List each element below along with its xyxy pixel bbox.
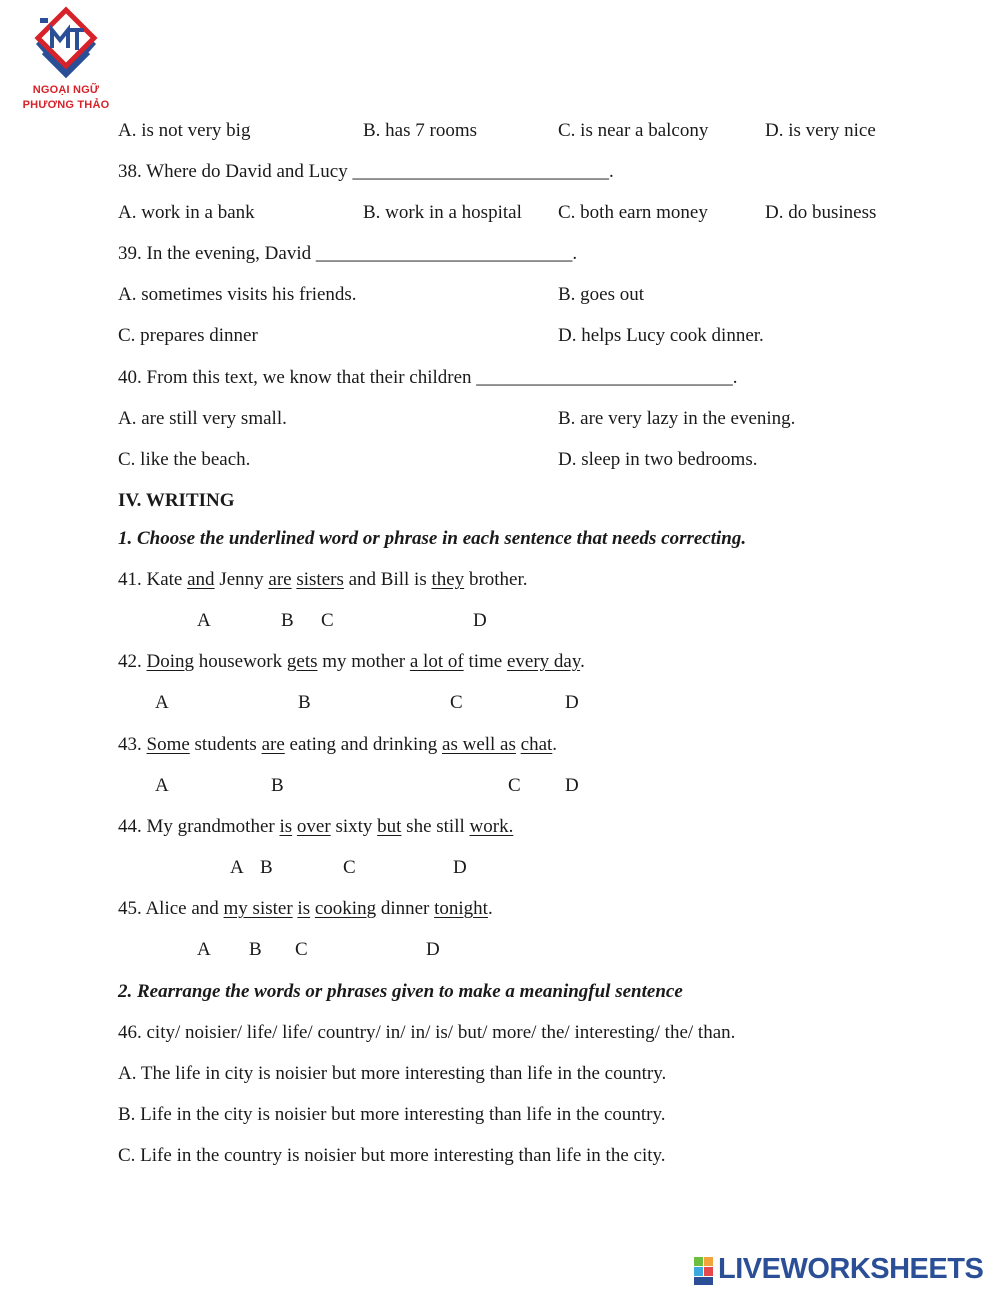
q42-underlined-b[interactable]: gets — [286, 651, 318, 672]
q43-label-a: A — [155, 775, 169, 796]
q44-label-b: B — [260, 857, 273, 878]
q44-label-c: C — [343, 857, 356, 878]
q44-text: she still — [401, 816, 470, 837]
q42-label-d: D — [565, 692, 579, 713]
q45-label-c: C — [295, 939, 308, 960]
q43-label-b: B — [271, 775, 284, 796]
q40-option-a: A. are still very small. — [118, 408, 287, 429]
q40-option-c: C. like the beach. — [118, 449, 251, 470]
q43-underlined-a[interactable]: Some — [146, 734, 190, 755]
q39-option-c: C. prepares dinner — [118, 325, 258, 346]
q42-label-a: A — [155, 692, 169, 713]
liveworksheets-badge-icon — [693, 1256, 715, 1286]
q42-label-b: B — [298, 692, 311, 713]
q43-text: . — [552, 734, 558, 755]
q41-underlined-d[interactable]: they — [431, 569, 465, 590]
logo-text-line1: NGOẠI NGỮ — [32, 84, 100, 96]
q44-text: 44. My grandmother — [118, 816, 280, 837]
q44-label-d: D — [453, 857, 467, 878]
q46-option-b: B. Life in the city is noisier but more interesting than life in the country. — [118, 1104, 666, 1125]
q43-sentence — [118, 734, 557, 756]
q44-label-a: A — [230, 857, 244, 878]
q38-option-c: C. both earn money — [558, 202, 708, 223]
liveworksheets-logo — [693, 1253, 993, 1287]
q38-option-b: B. work in a hospital — [363, 202, 522, 223]
q44-underlined-c[interactable]: but — [377, 816, 402, 837]
logo-text-line2: PHƯƠNG THẢO — [22, 99, 110, 111]
q45-text: dinner — [376, 898, 435, 919]
q41-label-c: C — [321, 610, 334, 631]
q37-option-d: D. is very nice — [765, 120, 876, 141]
q45-label-a: A — [197, 939, 211, 960]
q41-text: Jenny — [214, 569, 269, 590]
q43-label-c: C — [508, 775, 521, 796]
q43-text: eating and drinking — [284, 734, 443, 755]
q41-text: brother. — [464, 569, 528, 590]
q41-sentence — [118, 569, 528, 591]
school-logo — [14, 6, 118, 118]
instruction-part1: 1. Choose the underlined word or phrase in each sentence that needs correcting. — [118, 528, 747, 549]
q40-option-b: B. are very lazy in the evening. — [558, 408, 796, 429]
q44-underlined-b[interactable]: over — [296, 816, 331, 837]
q42-sentence — [118, 651, 585, 673]
q41-label-a: A — [197, 610, 211, 631]
instruction-part2: 2. Rearrange the words or phrases given to make a meaningful sentence — [118, 981, 683, 1002]
q38-option-d: D. do business — [765, 202, 877, 223]
q45-label-d: D — [426, 939, 440, 960]
q42-underlined-c[interactable]: a lot of — [409, 651, 464, 672]
q43-underlined-c[interactable]: as well as — [442, 734, 516, 755]
logo-emblem-icon — [14, 6, 118, 86]
q45-underlined-a[interactable]: my sister — [223, 898, 293, 919]
q44-sentence — [118, 816, 513, 838]
q41-label-b: B — [281, 610, 294, 631]
q37-option-a: A. is not very big — [118, 120, 251, 141]
q39-stem: 39. In the evening, David ___________________________. — [118, 243, 578, 264]
q45-text: . — [487, 898, 493, 919]
q43-underlined-b[interactable]: are — [261, 734, 285, 755]
q42-text: 42. — [118, 651, 147, 672]
q39-option-b: B. goes out — [558, 284, 645, 305]
q41-underlined-a[interactable]: and — [187, 569, 215, 590]
q39-option-a: A. sometimes visits his friends. — [118, 284, 357, 305]
q41-label-d: D — [473, 610, 487, 631]
q42-underlined-a[interactable]: Doing — [146, 651, 194, 672]
q45-sentence — [118, 898, 493, 920]
q46-option-c: C. Life in the country is noisier but more interesting than life in the city. — [118, 1145, 666, 1166]
q42-label-c: C — [450, 692, 463, 713]
q38-stem: 38. Where do David and Lucy ___________________________. — [118, 161, 614, 182]
q37-option-c: C. is near a balcony — [558, 120, 709, 141]
q41-underlined-b[interactable]: are — [268, 569, 292, 590]
q42-text: my mother — [317, 651, 410, 672]
q43-text: 43. — [118, 734, 147, 755]
q43-underlined-d[interactable]: chat — [520, 734, 553, 755]
q45-label-b: B — [249, 939, 262, 960]
q42-text: housework — [194, 651, 287, 672]
q46-stem: 46. city/ noisier/ life/ life/ country/ in/ in/ is/ but/ more/ the/ interesting/ the/ than. — [118, 1022, 736, 1043]
q44-underlined-a[interactable]: is — [279, 816, 293, 837]
q43-text: students — [189, 734, 262, 755]
q41-underlined-c[interactable]: sisters — [296, 569, 344, 590]
section-heading-writing: IV. WRITING — [118, 490, 235, 511]
q41-text: and Bill is — [343, 569, 432, 590]
q39-option-d: D. helps Lucy cook dinner. — [558, 325, 764, 346]
q46-option-a: A. The life in city is noisier but more interesting than life in the country. — [118, 1063, 667, 1084]
q42-text: . — [580, 651, 585, 672]
q45-underlined-c[interactable]: cooking — [314, 898, 377, 919]
q40-stem: 40. From this text, we know that their children ___________________________. — [118, 367, 738, 388]
q40-option-d: D. sleep in two bedrooms. — [558, 449, 758, 470]
q41-text: 41. Kate — [118, 569, 188, 590]
q37-option-b: B. has 7 rooms — [363, 120, 477, 141]
q42-text: time — [463, 651, 507, 672]
q44-underlined-d[interactable]: work. — [469, 816, 514, 837]
q45-text: 45. Alice and — [118, 898, 224, 919]
q38-option-a: A. work in a bank — [118, 202, 255, 223]
liveworksheets-wordmark: LIVEWORKSHEETS — [718, 1253, 984, 1285]
q44-text: sixty — [330, 816, 378, 837]
q45-underlined-d[interactable]: tonight — [434, 898, 488, 919]
q45-underlined-b[interactable]: is — [297, 898, 311, 919]
q43-label-d: D — [565, 775, 579, 796]
q42-underlined-d[interactable]: every day — [506, 651, 581, 672]
